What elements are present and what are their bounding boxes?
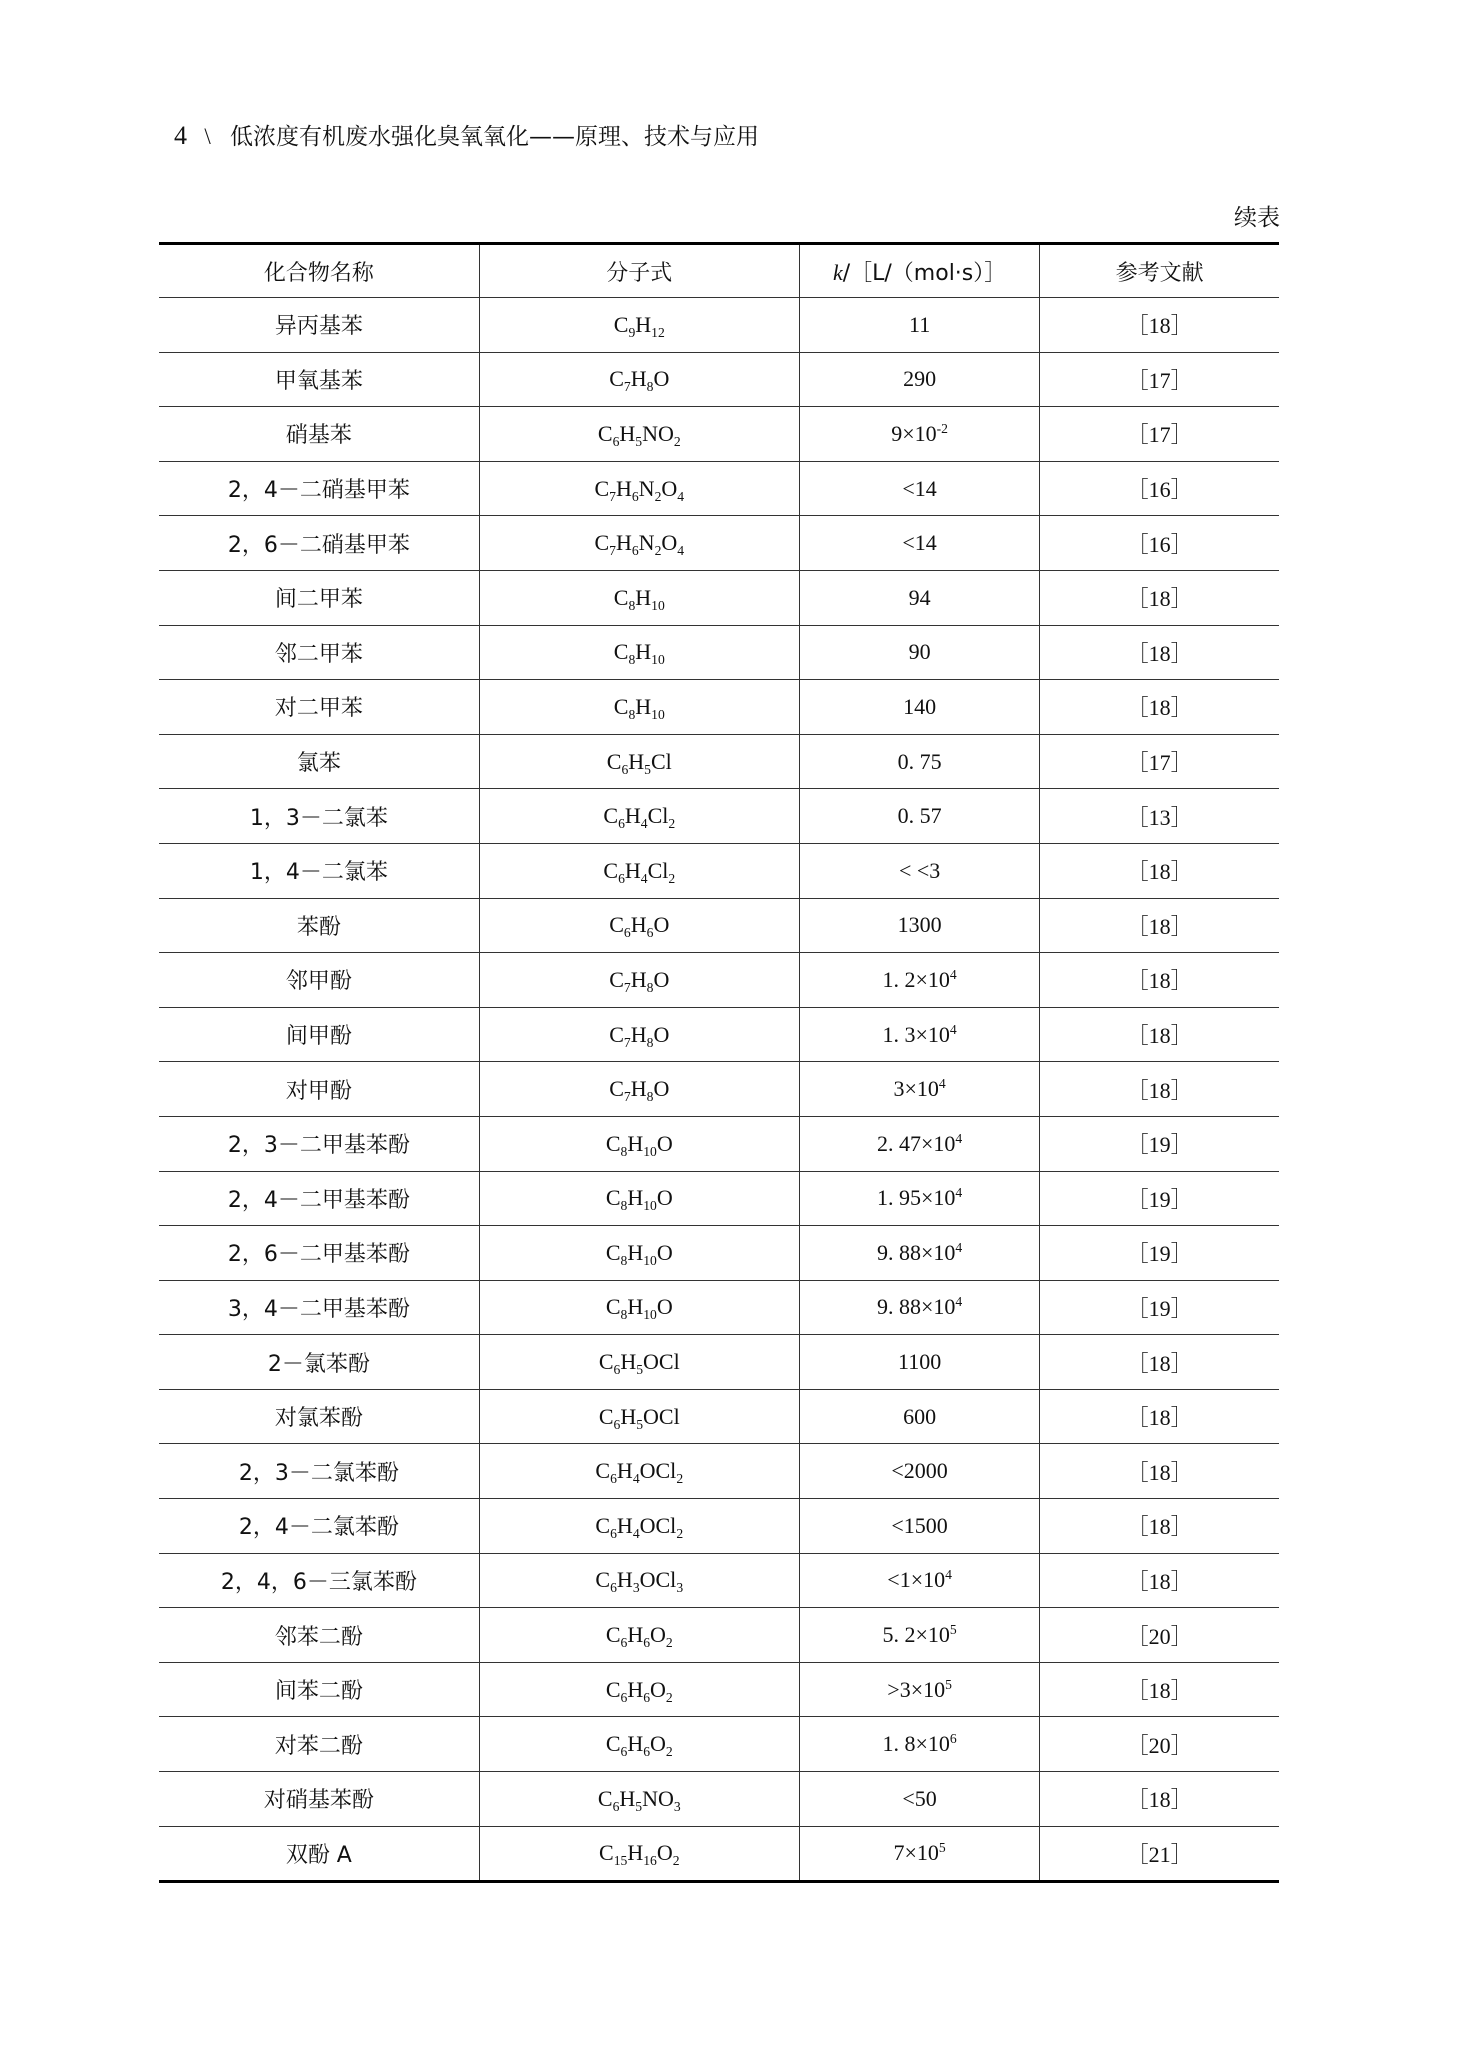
rate-constant-cell: 94 bbox=[799, 570, 1039, 625]
rate-constant-cell: $7\times 10^5$ bbox=[799, 1826, 1039, 1882]
table-row bbox=[159, 1717, 1279, 1772]
reference-cell: ［16］ bbox=[1040, 516, 1279, 571]
rate-constant-cell: 140 bbox=[799, 680, 1039, 735]
formula-cell: $C_6H_5OCl$ bbox=[479, 1389, 799, 1444]
compound-name-cell: 3，4－二甲基苯酚 bbox=[159, 1280, 479, 1335]
rate-constant-cell: 1100 bbox=[799, 1335, 1039, 1390]
compound-name-cell: 甲氧基苯 bbox=[159, 352, 479, 407]
table-row bbox=[159, 1116, 1279, 1171]
compound-name-cell: 异丙基苯 bbox=[159, 298, 479, 353]
rate-constant-cell: $>3\times 10^5$ bbox=[799, 1662, 1039, 1717]
rate-constant-cell: 1. $3\times 10^4$ bbox=[799, 1007, 1039, 1062]
compound-name-cell: 邻苯二酚 bbox=[159, 1608, 479, 1663]
table-row bbox=[159, 1280, 1279, 1335]
compound-name-cell: 苯酚 bbox=[159, 898, 479, 953]
compound-name-cell: 2，6－二硝基甲苯 bbox=[159, 516, 479, 571]
table-row bbox=[159, 789, 1279, 844]
reference-cell: ［18］ bbox=[1040, 1662, 1279, 1717]
table-row bbox=[159, 734, 1279, 789]
reference-cell: ［13］ bbox=[1040, 789, 1279, 844]
table-row bbox=[159, 843, 1279, 898]
compound-name-cell: 间甲酚 bbox=[159, 1007, 479, 1062]
reference-cell: ［19］ bbox=[1040, 1116, 1279, 1171]
table-row bbox=[159, 1826, 1279, 1882]
formula-cell: $C_8H_{10}O$ bbox=[479, 1171, 799, 1226]
formula-cell: $C_8H_{10}O$ bbox=[479, 1226, 799, 1281]
column-header-name: 化合物名称 bbox=[159, 244, 479, 298]
table-row bbox=[159, 1608, 1279, 1663]
rate-constant-symbol: k bbox=[832, 259, 843, 285]
rate-constant-cell: 1300 bbox=[799, 898, 1039, 953]
rate-constant-cell: 5. $2\times 10^5$ bbox=[799, 1608, 1039, 1663]
compound-name-cell: 对苯二酚 bbox=[159, 1717, 479, 1772]
reference-cell: ［18］ bbox=[1040, 953, 1279, 1008]
reference-cell: ［18］ bbox=[1040, 570, 1279, 625]
rate-constant-cell: 290 bbox=[799, 352, 1039, 407]
compound-name-cell: 2，4－二硝基甲苯 bbox=[159, 461, 479, 516]
formula-cell: $C_8H_{10}$ bbox=[479, 570, 799, 625]
column-header-reference: 参考文献 bbox=[1040, 244, 1279, 298]
table-row bbox=[159, 1335, 1279, 1390]
formula-cell: $C_6H_6O_2$ bbox=[479, 1717, 799, 1772]
formula-cell: $C_8H_{10}O$ bbox=[479, 1116, 799, 1171]
formula-cell: $C_6H_4Cl_2$ bbox=[479, 843, 799, 898]
table-row bbox=[159, 407, 1279, 462]
reference-cell: ［19］ bbox=[1040, 1280, 1279, 1335]
compound-name-cell: 1，4－二氯苯 bbox=[159, 843, 479, 898]
compound-name-cell: 双酚 A bbox=[159, 1826, 479, 1882]
rate-constant-cell: < <3 bbox=[799, 843, 1039, 898]
rate-constant-cell: 90 bbox=[799, 625, 1039, 680]
formula-cell: $C_7H_6N_2O_4$ bbox=[479, 461, 799, 516]
reference-cell: ［18］ bbox=[1040, 625, 1279, 680]
table-row bbox=[159, 1444, 1279, 1499]
rate-constant-table bbox=[159, 242, 1279, 1883]
formula-cell: $C_6H_4Cl_2$ bbox=[479, 789, 799, 844]
reference-cell: ［20］ bbox=[1040, 1717, 1279, 1772]
rate-constant-cell: 9. $88\times 10^4$ bbox=[799, 1226, 1039, 1281]
compound-name-cell: 对二甲苯 bbox=[159, 680, 479, 735]
formula-cell: $C_6H_4OCl_2$ bbox=[479, 1444, 799, 1499]
table-row bbox=[159, 1171, 1279, 1226]
formula-cell: $C_6H_5NO_2$ bbox=[479, 407, 799, 462]
reference-cell: ［18］ bbox=[1040, 1062, 1279, 1117]
table-row bbox=[159, 1226, 1279, 1281]
rate-constant-cell: 9. $88\times 10^4$ bbox=[799, 1280, 1039, 1335]
reference-cell: ［18］ bbox=[1040, 680, 1279, 735]
table-row bbox=[159, 298, 1279, 353]
reference-cell: ［17］ bbox=[1040, 407, 1279, 462]
reference-cell: ［18］ bbox=[1040, 1389, 1279, 1444]
page-number: 4 bbox=[174, 121, 187, 150]
compound-name-cell: 1，3－二氯苯 bbox=[159, 789, 479, 844]
continued-table-label: 续表 bbox=[1234, 205, 1280, 231]
table-header-row bbox=[159, 244, 1279, 298]
table-row bbox=[159, 1007, 1279, 1062]
reference-cell: ［17］ bbox=[1040, 352, 1279, 407]
reference-cell: ［20］ bbox=[1040, 1608, 1279, 1663]
rate-constant-cell: 0. 57 bbox=[799, 789, 1039, 844]
header-separator: \ bbox=[204, 124, 211, 149]
reference-cell: ［18］ bbox=[1040, 1444, 1279, 1499]
rate-constant-cell: 1. $2\times 10^4$ bbox=[799, 953, 1039, 1008]
table-row bbox=[159, 516, 1279, 571]
compound-name-cell: 对甲酚 bbox=[159, 1062, 479, 1117]
formula-cell: $C_6H_6O_2$ bbox=[479, 1662, 799, 1717]
rate-constant-cell: 1. $8\times 10^6$ bbox=[799, 1717, 1039, 1772]
formula-cell: $C_8H_{10}O$ bbox=[479, 1280, 799, 1335]
compound-name-cell: 氯苯 bbox=[159, 734, 479, 789]
reference-cell: ［18］ bbox=[1040, 1007, 1279, 1062]
rate-constant-cell: $<1\times 10^4$ bbox=[799, 1553, 1039, 1608]
formula-cell: $C_6H_4OCl_2$ bbox=[479, 1499, 799, 1554]
table-row bbox=[159, 461, 1279, 516]
table-row bbox=[159, 625, 1279, 680]
compound-name-cell: 邻甲酚 bbox=[159, 953, 479, 1008]
rate-constant-cell: $9\times 10^{-2}$ bbox=[799, 407, 1039, 462]
rate-constant-cell: <14 bbox=[799, 516, 1039, 571]
formula-cell: $C_6H_5NO_3$ bbox=[479, 1772, 799, 1827]
rate-constant-unit: /［L/（mol·s）］ bbox=[842, 260, 1007, 286]
rate-constant-cell: 0. 75 bbox=[799, 734, 1039, 789]
formula-cell: $C_8H_{10}$ bbox=[479, 625, 799, 680]
table-row bbox=[159, 570, 1279, 625]
compound-name-cell: 对氯苯酚 bbox=[159, 1389, 479, 1444]
reference-cell: ［18］ bbox=[1040, 843, 1279, 898]
compound-name-cell: 2，3－二甲基苯酚 bbox=[159, 1116, 479, 1171]
reference-cell: ［19］ bbox=[1040, 1226, 1279, 1281]
table-row bbox=[159, 1553, 1279, 1608]
table-row bbox=[159, 680, 1279, 735]
reference-cell: ［18］ bbox=[1040, 1499, 1279, 1554]
reference-cell: ［16］ bbox=[1040, 461, 1279, 516]
compound-name-cell: 硝基苯 bbox=[159, 407, 479, 462]
formula-cell: $C_6H_5OCl$ bbox=[479, 1335, 799, 1390]
table-row bbox=[159, 953, 1279, 1008]
rate-constant-cell: 600 bbox=[799, 1389, 1039, 1444]
table-row bbox=[159, 1062, 1279, 1117]
reference-cell: ［19］ bbox=[1040, 1171, 1279, 1226]
rate-constant-cell: <1500 bbox=[799, 1499, 1039, 1554]
compound-name-cell: 间苯二酚 bbox=[159, 1662, 479, 1717]
compound-name-cell: 2，3－二氯苯酚 bbox=[159, 1444, 479, 1499]
compound-name-cell: 2，4，6－三氯苯酚 bbox=[159, 1553, 479, 1608]
table-row bbox=[159, 1772, 1279, 1827]
formula-cell: $C_7H_8O$ bbox=[479, 1062, 799, 1117]
formula-cell: $C_6H_3OCl_3$ bbox=[479, 1553, 799, 1608]
reference-cell: ［17］ bbox=[1040, 734, 1279, 789]
book-title: 低浓度有机废水强化臭氧氧化——原理、技术与应用 bbox=[230, 124, 760, 150]
rate-constant-cell: <14 bbox=[799, 461, 1039, 516]
formula-cell: $C_7H_8O$ bbox=[479, 953, 799, 1008]
table-row bbox=[159, 1662, 1279, 1717]
rate-constant-cell: <50 bbox=[799, 1772, 1039, 1827]
rate-constant-cell: $3\times 10^4$ bbox=[799, 1062, 1039, 1117]
compound-name-cell: 间二甲苯 bbox=[159, 570, 479, 625]
compound-name-cell: 2，4－二氯苯酚 bbox=[159, 1499, 479, 1554]
table-row bbox=[159, 1389, 1279, 1444]
column-header-rate-constant bbox=[799, 244, 1039, 298]
compound-name-cell: 2－氯苯酚 bbox=[159, 1335, 479, 1390]
compound-name-cell: 2，6－二甲基苯酚 bbox=[159, 1226, 479, 1281]
rate-constant-cell: 2. $47\times 10^4$ bbox=[799, 1116, 1039, 1171]
formula-cell: $C_7H_8O$ bbox=[479, 1007, 799, 1062]
reference-cell: ［18］ bbox=[1040, 1553, 1279, 1608]
compound-name-cell: 对硝基苯酚 bbox=[159, 1772, 479, 1827]
reference-cell: ［18］ bbox=[1040, 298, 1279, 353]
reference-cell: ［21］ bbox=[1040, 1826, 1279, 1882]
table-row bbox=[159, 898, 1279, 953]
reference-cell: ［18］ bbox=[1040, 898, 1279, 953]
compound-name-cell: 邻二甲苯 bbox=[159, 625, 479, 680]
formula-cell: $C_7H_6N_2O_4$ bbox=[479, 516, 799, 571]
formula-cell: $C_6H_5Cl$ bbox=[479, 734, 799, 789]
compound-name-cell: 2，4－二甲基苯酚 bbox=[159, 1171, 479, 1226]
formula-cell: $C_9H_{12}$ bbox=[479, 298, 799, 353]
table-row bbox=[159, 1499, 1279, 1554]
formula-cell: $C_7H_8O$ bbox=[479, 352, 799, 407]
rate-constant-cell: 1. $95\times 10^4$ bbox=[799, 1171, 1039, 1226]
formula-cell: $C_6H_6O$ bbox=[479, 898, 799, 953]
formula-cell: $C_8H_{10}$ bbox=[479, 680, 799, 735]
formula-cell: $C_6H_6O_2$ bbox=[479, 1608, 799, 1663]
formula-cell: $C_{15}H_{16}O_2$ bbox=[479, 1826, 799, 1882]
rate-constant-cell: 11 bbox=[799, 298, 1039, 353]
reference-cell: ［18］ bbox=[1040, 1772, 1279, 1827]
reference-cell: ［18］ bbox=[1040, 1335, 1279, 1390]
table-row bbox=[159, 352, 1279, 407]
rate-constant-cell: <2000 bbox=[799, 1444, 1039, 1499]
running-header bbox=[174, 118, 759, 151]
column-header-formula: 分子式 bbox=[479, 244, 799, 298]
